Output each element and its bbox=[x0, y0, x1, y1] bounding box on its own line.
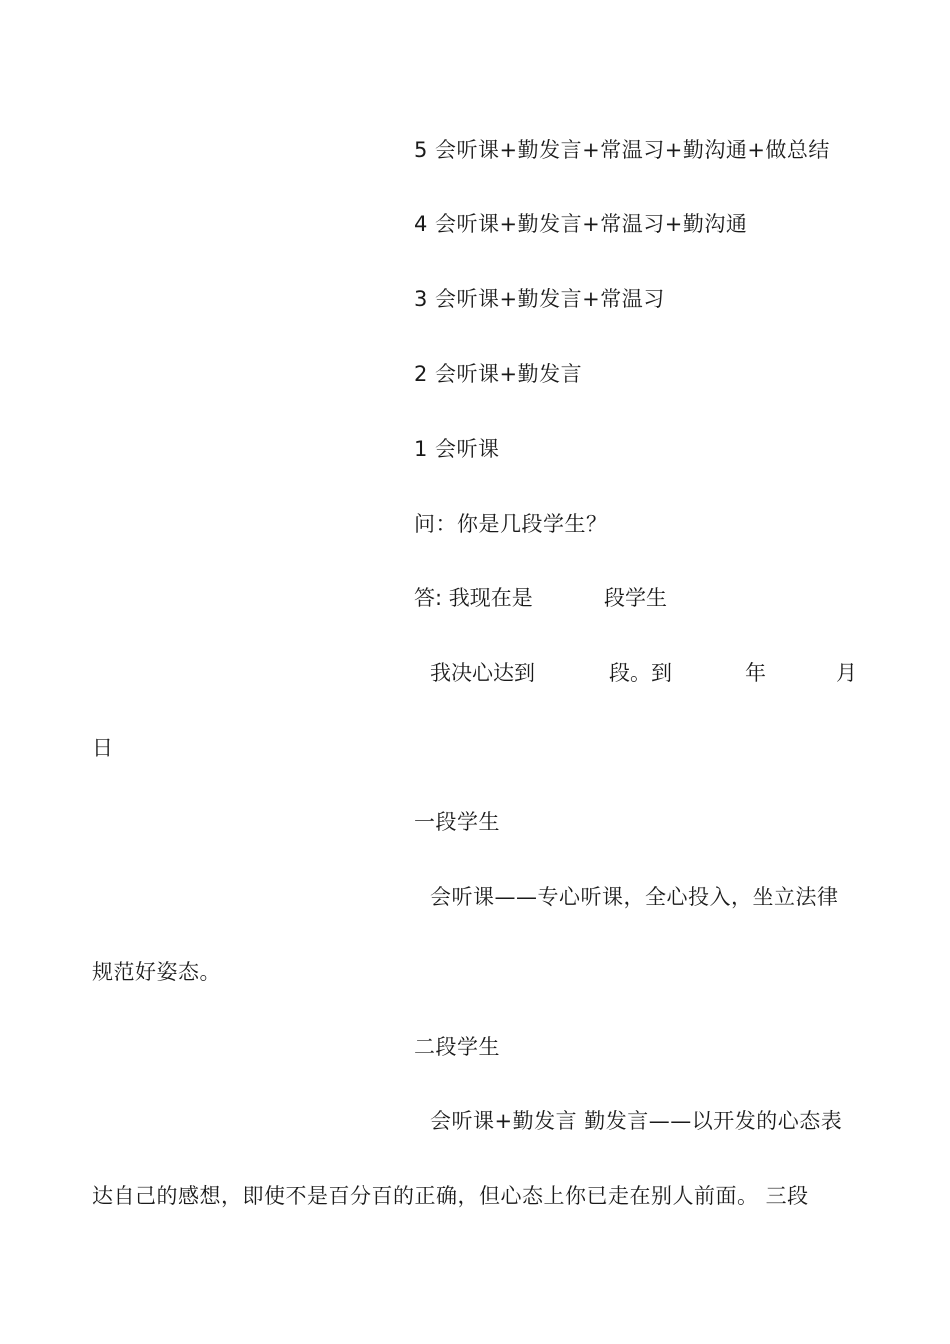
level2-desc-line2: 达自己的感想，即使不是百分百的正确，但心态上你已走在别人前面。 三段 bbox=[92, 1184, 809, 1208]
level-2-line: 2 会听课+勤发言 bbox=[414, 362, 583, 386]
level-1-line: 1 会听课 bbox=[414, 437, 500, 461]
resolve-part3: 年 bbox=[745, 661, 766, 685]
level1-desc-line2: 规范好姿态。 bbox=[92, 960, 221, 984]
level-5-line: 5 会听课+勤发言+常温习+勤沟通+做总结 bbox=[414, 138, 830, 162]
resolve-part5: 日 bbox=[92, 736, 113, 760]
question-line: 问：你是几段学生？ bbox=[414, 512, 608, 536]
level-3-line: 3 会听课+勤发言+常温习 bbox=[414, 287, 665, 311]
level-4-line: 4 会听课+勤发言+常温习+勤沟通 bbox=[414, 212, 748, 236]
level2-desc-line1: 会听课+勤发言 勤发言——以开发的心态表 bbox=[430, 1109, 843, 1133]
resolve-part1: 我决心达到 bbox=[430, 661, 535, 685]
level1-desc-line1: 会听课——专心听课，全心投入，坐立法律 bbox=[430, 885, 839, 909]
resolve-part2: 段。到 bbox=[609, 661, 672, 685]
level2-title: 二段学生 bbox=[414, 1035, 500, 1059]
answer-suffix: 段学生 bbox=[604, 586, 667, 610]
resolve-part4: 月 bbox=[836, 661, 857, 685]
answer-prefix: 答: 我现在是 bbox=[414, 586, 533, 610]
level1-title: 一段学生 bbox=[414, 810, 500, 834]
